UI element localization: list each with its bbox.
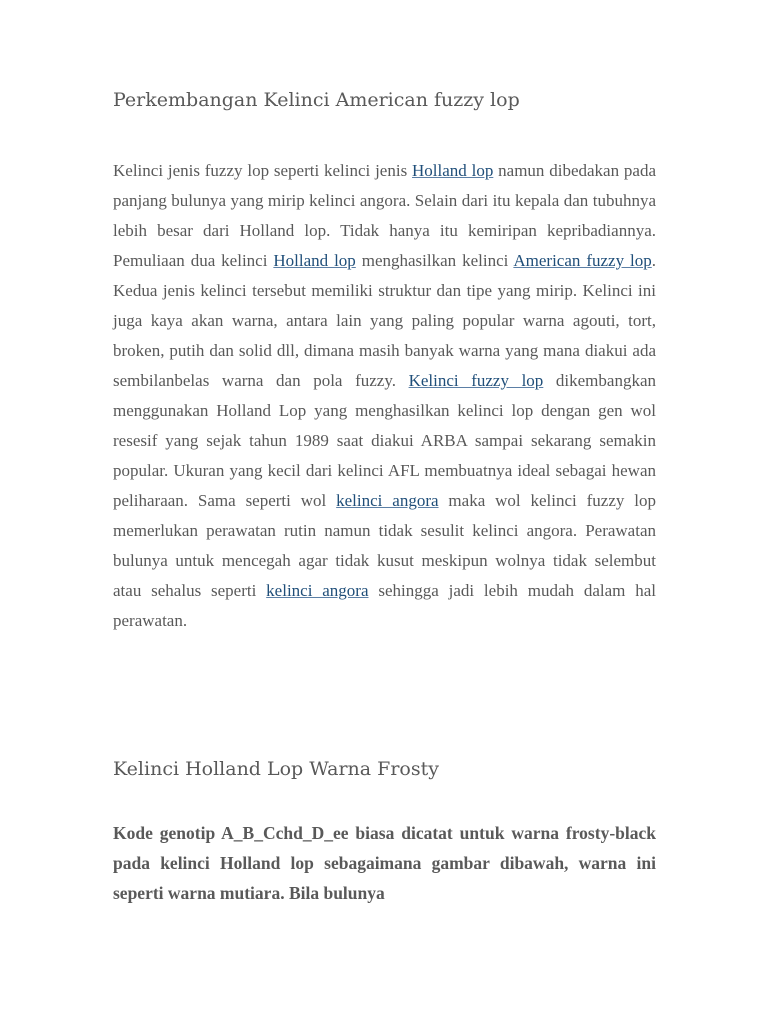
paragraph-text: dikembangkan menggunakan Holland Lop yang menghasilkan kelinci lop dengan gen wol resesif yang sejak tahun 1989 saat diakui ARBA sampai sekarang semakin popular. Ukuran yang kecil dari kelinci AFL membuatnya ideal sebagai hewan peliharaan. Sama seperti wol [113, 371, 657, 510]
link-holland-lop-2[interactable]: Holland lop [273, 251, 356, 270]
paragraph-holland-lop-frosty: Kode genotip A_B_Cchd_D_ee biasa dicatat untuk warna frosty-black pada kelinci Holland lop sebagaimana gambar dibawah, warna ini seperti warna mutiara. Bila bulunya [113, 823, 656, 903]
paragraph-text: . Kedua jenis kelinci tersebut memiliki struktur dan tipe yang mirip. Kelinci ini juga kaya akan warna, antara lain yang paling popular warna agouti, tort, broken, putih dan solid dll, dimana masih banyak warna yang mana diakui ada sembilanbelas warna dan pola fuzzy. [113, 251, 656, 390]
paragraph-text: namun dibedakan pada panjang bulunya yang mirip kelinci angora. Selain dari itu kepala dan tubuhnya lebih besar dari Holland lop. Tidak hanya itu kemiripan kepribadiannya. Pemuliaan dua kelinci [113, 161, 656, 270]
paragraph-text: menghasilkan kelinci [355, 251, 514, 270]
paragraph-american-fuzzy-lop [113, 156, 656, 636]
paragraph-text: Kelinci jenis fuzzy lop seperti kelinci jenis [113, 161, 413, 180]
section-title-holland-lop-frosty: Kelinci Holland Lop Warna Frosty [113, 758, 439, 780]
link-american-fuzzy-lop[interactable]: American fuzzy lop [513, 251, 652, 270]
link-kelinci-angora[interactable]: kelinci angora [336, 491, 439, 510]
link-kelinci-fuzzy-lop[interactable]: Kelinci fuzzy lop [408, 371, 544, 390]
link-kelinci-angora-2[interactable]: kelinci angora [266, 581, 369, 600]
paragraph-text: maka wol kelinci fuzzy lop memerlukan perawatan rutin namun tidak sesulit kelinci angora. Perawatan bulunya untuk mencegah agar tidak kusut meskipun wolnya tidak selembut atau sehalus seperti [113, 491, 656, 600]
paragraph-text: sehingga jadi lebih mudah dalam hal perawatan. [113, 581, 656, 630]
section-title-american-fuzzy-lop: Perkembangan Kelinci American fuzzy lop [113, 89, 520, 111]
link-holland-lop[interactable]: Holland lop [412, 161, 494, 180]
